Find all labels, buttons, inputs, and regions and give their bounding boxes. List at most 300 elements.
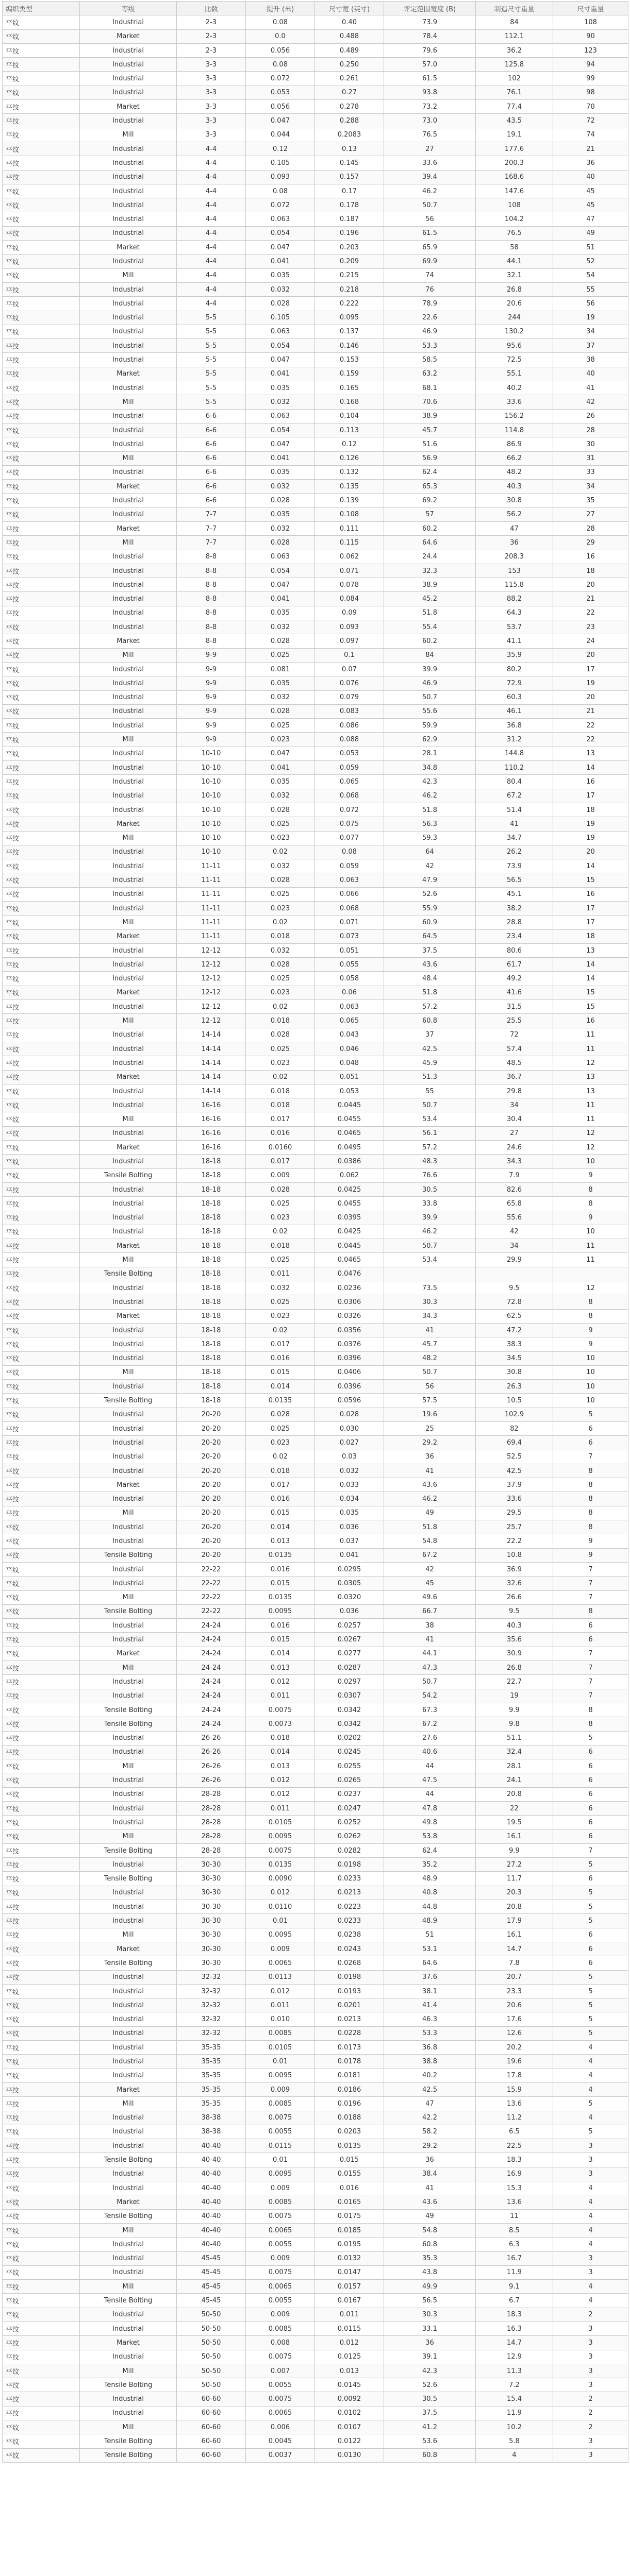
table-cell: 0.0185 — [315, 2223, 384, 2237]
table-cell: 平纹 — [3, 1689, 80, 1703]
table-row — [3, 1773, 628, 1787]
table-cell: 0.0122 — [315, 2434, 384, 2448]
table-cell: Industrial — [80, 1562, 177, 1576]
table-cell: 平纹 — [3, 775, 80, 789]
table-cell: 4-4 — [177, 226, 246, 240]
table-cell: 16.3 — [476, 2321, 553, 2335]
table-cell: 0.0055 — [246, 2294, 315, 2308]
table-cell: 0.025 — [246, 887, 315, 901]
table-cell: 26.6 — [476, 1590, 553, 1604]
table-cell: 38 — [384, 1619, 476, 1633]
table-cell: 0.06 — [315, 986, 384, 999]
table-cell: 10 — [553, 1155, 628, 1168]
table-cell: 9 — [553, 1337, 628, 1351]
table-cell: 0.0075 — [246, 2350, 315, 2364]
table-cell: Industrial — [80, 1731, 177, 1745]
table-cell: Tensile Bolting — [80, 2294, 177, 2308]
table-cell: 30-30 — [177, 1914, 246, 1928]
table-cell: 108 — [476, 198, 553, 212]
table-cell: 平纹 — [3, 1028, 80, 1042]
table-cell: Industrial — [80, 2350, 177, 2364]
table-cell: 20-20 — [177, 1421, 246, 1435]
table-row — [3, 395, 628, 409]
table-cell: 10-10 — [177, 789, 246, 803]
table-cell: 53.4 — [384, 1253, 476, 1267]
table-cell: 44 — [384, 1787, 476, 1801]
table-row — [3, 2265, 628, 2279]
table-cell: 0.108 — [315, 507, 384, 521]
table-cell: 27 — [553, 507, 628, 521]
table-cell: 10-10 — [177, 747, 246, 760]
table-cell: Industrial — [80, 1619, 177, 1633]
table-cell: 平纹 — [3, 114, 80, 128]
table-cell: 0.0105 — [246, 1816, 315, 1829]
table-cell: 0.023 — [246, 733, 315, 747]
table-cell: Industrial — [80, 747, 177, 760]
table-cell: 24.1 — [476, 1773, 553, 1787]
table-cell: 38.2 — [476, 902, 553, 916]
table-cell: 28-28 — [177, 1829, 246, 1843]
table-cell: 79.6 — [384, 43, 476, 57]
table-cell: 0.0135 — [315, 2139, 384, 2153]
table-cell: 16.7 — [476, 2251, 553, 2265]
table-cell: 0.01 — [246, 2153, 315, 2167]
table-cell: 平纹 — [3, 2448, 80, 2462]
table-cell: 55 — [384, 1084, 476, 1098]
table-cell: 0.02 — [246, 845, 315, 859]
table-cell: 9 — [553, 1211, 628, 1225]
table-cell: 0.0125 — [315, 2350, 384, 2364]
table-cell: 34.3 — [384, 1309, 476, 1323]
table-cell: 0.014 — [246, 1647, 315, 1660]
table-cell: 0.073 — [315, 929, 384, 943]
table-cell: Industrial — [80, 170, 177, 184]
table-cell: 0.028 — [246, 1028, 315, 1042]
table-cell: 5 — [553, 1914, 628, 1928]
table-cell: 29.5 — [476, 1506, 553, 1520]
table-cell: 0.0282 — [315, 1843, 384, 1857]
table-cell: 0.250 — [315, 58, 384, 72]
table-cell: 36 — [384, 2336, 476, 2350]
table-row — [3, 986, 628, 999]
table-cell: 12-12 — [177, 1014, 246, 1028]
table-cell: 66.7 — [384, 1604, 476, 1618]
table-cell: 11.3 — [476, 2364, 553, 2378]
table-cell: 19.6 — [476, 2055, 553, 2069]
table-cell: 5-5 — [177, 367, 246, 381]
table-cell: Market — [80, 521, 177, 535]
table-row — [3, 1886, 628, 1900]
table-cell: 平纹 — [3, 2082, 80, 2096]
table-cell: 57 — [384, 507, 476, 521]
table-row — [3, 128, 628, 142]
table-cell: 20-20 — [177, 1408, 246, 1421]
table-cell: 平纹 — [3, 86, 80, 99]
table-cell: 32.3 — [384, 564, 476, 578]
table-cell: 14-14 — [177, 1042, 246, 1056]
table-cell: 8-8 — [177, 620, 246, 634]
table-cell: 0.0075 — [246, 2392, 315, 2406]
table-row — [3, 1520, 628, 1534]
table-cell: 0.015 — [246, 1365, 315, 1379]
table-cell: 0.02 — [246, 1450, 315, 1464]
table-cell: 0.032 — [246, 282, 315, 296]
table-cell: 0.066 — [315, 887, 384, 901]
table-cell: 0.009 — [246, 1942, 315, 1956]
table-cell: 0.017 — [246, 1155, 315, 1168]
table-cell: 平纹 — [3, 845, 80, 859]
table-cell: Industrial — [80, 2012, 177, 2026]
table-cell: Industrial — [80, 676, 177, 690]
table-cell: 41 — [476, 817, 553, 831]
table-cell: Tensile Bolting — [80, 1843, 177, 1857]
table-cell: 59.9 — [384, 719, 476, 733]
table-cell: 12-12 — [177, 1000, 246, 1014]
table-cell: 0.065 — [315, 1014, 384, 1028]
table-cell: 0.0213 — [315, 2012, 384, 2026]
table-cell: 4-4 — [177, 268, 246, 282]
table-cell: 20 — [553, 578, 628, 592]
table-cell: 0.0065 — [246, 2280, 315, 2294]
table-cell: 8 — [553, 1295, 628, 1309]
table-cell: 0.0095 — [246, 1928, 315, 1942]
table-cell: 31.5 — [476, 1000, 553, 1014]
table-cell: Industrial — [80, 606, 177, 620]
table-cell: 0.051 — [315, 1070, 384, 1084]
table-cell: 19 — [553, 676, 628, 690]
table-cell: 11.7 — [476, 1872, 553, 1886]
table-cell: Tensile Bolting — [80, 2209, 177, 2223]
table-row — [3, 114, 628, 128]
table-cell: 3 — [553, 2251, 628, 2265]
table-cell: 7-7 — [177, 507, 246, 521]
table-cell: 18-18 — [177, 1295, 246, 1309]
table-cell: 18-18 — [177, 1225, 246, 1239]
table-cell: Tensile Bolting — [80, 1394, 177, 1408]
table-cell: 0.0186 — [315, 2082, 384, 2096]
table-cell: 40.2 — [476, 381, 553, 395]
table-cell: 52 — [553, 255, 628, 268]
table-cell: Industrial — [80, 775, 177, 789]
table-cell: 平纹 — [3, 465, 80, 479]
table-cell: 0.032 — [246, 521, 315, 535]
table-cell: 平纹 — [3, 15, 80, 29]
table-cell: 0.041 — [315, 1548, 384, 1562]
table-cell: 平纹 — [3, 2055, 80, 2069]
table-cell: 53.3 — [384, 339, 476, 353]
table-row — [3, 43, 628, 57]
table-cell: 35.3 — [384, 2251, 476, 2265]
table-cell: 0.037 — [315, 1534, 384, 1548]
table-cell: 13.6 — [476, 2097, 553, 2111]
table-row — [3, 1182, 628, 1196]
table-cell: 0.063 — [246, 212, 315, 226]
table-cell: 0.0305 — [315, 1577, 384, 1590]
table-row — [3, 2238, 628, 2251]
table-cell: 0.0356 — [315, 1323, 384, 1337]
table-cell: 0.08 — [246, 184, 315, 198]
table-cell: 19 — [476, 1689, 553, 1703]
table-cell: 53.1 — [384, 1942, 476, 1956]
table-cell: 49 — [384, 2209, 476, 2223]
table-cell: 10-10 — [177, 817, 246, 831]
table-cell: 52.5 — [476, 1450, 553, 1464]
table-cell: 20.8 — [476, 1900, 553, 1914]
table-row — [3, 451, 628, 465]
table-cell: 0.0095 — [246, 1604, 315, 1618]
table-row — [3, 747, 628, 760]
table-cell: 平纹 — [3, 395, 80, 409]
table-cell: 208.3 — [476, 550, 553, 564]
table-cell: 平纹 — [3, 831, 80, 845]
table-cell: 0.054 — [246, 564, 315, 578]
table-cell: 44.1 — [384, 1647, 476, 1660]
table-cell: 48.9 — [384, 1872, 476, 1886]
table-cell: 0.028 — [246, 536, 315, 550]
table-cell: 16-16 — [177, 1126, 246, 1140]
table-cell: 15 — [553, 873, 628, 887]
table-cell: 8 — [553, 1506, 628, 1520]
table-cell: 0.011 — [315, 2308, 384, 2321]
table-row — [3, 212, 628, 226]
table-cell: 0.0085 — [246, 2195, 315, 2209]
table-cell: 37 — [384, 1028, 476, 1042]
table-cell: 70 — [553, 100, 628, 114]
table-cell: 平纹 — [3, 1421, 80, 1435]
table-cell: 84 — [384, 648, 476, 662]
table-cell: 39.9 — [384, 662, 476, 676]
table-cell: Mill — [80, 268, 177, 282]
table-cell: 平纹 — [3, 1014, 80, 1028]
table-cell: 0.104 — [315, 409, 384, 423]
table-cell: 35.2 — [384, 1858, 476, 1872]
table-cell: 0.023 — [246, 1309, 315, 1323]
table-cell: 0.010 — [246, 2012, 315, 2026]
table-cell: 10-10 — [177, 845, 246, 859]
table-cell: 0.0396 — [315, 1351, 384, 1365]
table-cell: 0.0396 — [315, 1380, 384, 1394]
column-header: 比数 — [177, 2, 246, 15]
table-cell: 18 — [553, 564, 628, 578]
table-row — [3, 2195, 628, 2209]
table-cell: 50-50 — [177, 2350, 246, 2364]
table-cell: 35-35 — [177, 2041, 246, 2055]
table-cell: 20.7 — [476, 1970, 553, 1984]
table-cell: 平纹 — [3, 1928, 80, 1942]
table-cell: 平纹 — [3, 676, 80, 690]
table-cell: 61.7 — [476, 958, 553, 972]
table-cell: 33.6 — [384, 156, 476, 170]
table-cell: 0.047 — [246, 578, 315, 592]
table-cell: 5 — [553, 2012, 628, 2026]
table-cell: 38.9 — [384, 409, 476, 423]
table-cell: 32-32 — [177, 1998, 246, 2012]
table-cell: 平纹 — [3, 761, 80, 775]
table-cell: 8-8 — [177, 578, 246, 592]
table-cell: 0.027 — [315, 1436, 384, 1450]
table-cell: 24-24 — [177, 1647, 246, 1660]
table-cell: 0.0257 — [315, 1619, 384, 1633]
table-cell: 平纹 — [3, 887, 80, 901]
table-cell: 平纹 — [3, 1703, 80, 1717]
table-cell: Industrial — [80, 1900, 177, 1914]
table-row — [3, 1141, 628, 1155]
table-cell: 0.016 — [246, 1351, 315, 1365]
table-cell: Market — [80, 929, 177, 943]
table-cell: 18-18 — [177, 1337, 246, 1351]
table-cell: 9-9 — [177, 676, 246, 690]
table-cell: 0.1 — [315, 648, 384, 662]
table-cell: 7.2 — [476, 2378, 553, 2392]
table-cell: 40.8 — [384, 1886, 476, 1900]
table-cell: 11-11 — [177, 929, 246, 943]
table-cell: 0.02 — [246, 916, 315, 929]
table-cell: 9 — [553, 1323, 628, 1337]
table-cell: 0.203 — [315, 241, 384, 255]
table-cell: Industrial — [80, 2026, 177, 2040]
table-cell: 20-20 — [177, 1464, 246, 1478]
table-cell: 平纹 — [3, 1647, 80, 1660]
table-cell: 4-4 — [177, 198, 246, 212]
table-row — [3, 1028, 628, 1042]
table-cell: Industrial — [80, 1858, 177, 1872]
table-cell: 0.0455 — [315, 1112, 384, 1126]
table-cell: 9.5 — [476, 1281, 553, 1295]
table-cell: 28-28 — [177, 1802, 246, 1816]
table-cell: 8.5 — [476, 2223, 553, 2237]
table-cell: 0.072 — [246, 198, 315, 212]
table-cell: 0.0342 — [315, 1703, 384, 1717]
table-cell: 28-28 — [177, 1787, 246, 1801]
table-cell: 0.0395 — [315, 1211, 384, 1225]
table-cell: 平纹 — [3, 1816, 80, 1829]
table-cell: 16 — [553, 550, 628, 564]
table-cell: 45.7 — [384, 423, 476, 437]
table-cell: 50.7 — [384, 1239, 476, 1253]
table-cell: 0.086 — [315, 719, 384, 733]
table-cell: 0.025 — [246, 1253, 315, 1267]
table-cell: 20.2 — [476, 2041, 553, 2055]
table-cell: 2-3 — [177, 43, 246, 57]
table-cell: Industrial — [80, 1773, 177, 1787]
table-row — [3, 1492, 628, 1506]
table-cell: 51.8 — [384, 606, 476, 620]
table-cell: Industrial — [80, 1351, 177, 1365]
table-row — [3, 1548, 628, 1562]
table-cell: 56.3 — [384, 817, 476, 831]
table-cell: 6 — [553, 1745, 628, 1759]
table-cell: 20.3 — [476, 1886, 553, 1900]
table-cell: 0.0297 — [315, 1675, 384, 1689]
table-cell: 50.7 — [384, 690, 476, 704]
table-cell: 36.8 — [384, 2041, 476, 2055]
table-cell: 4 — [553, 2041, 628, 2055]
table-cell: 40 — [553, 367, 628, 381]
table-row — [3, 1928, 628, 1942]
table-row — [3, 1900, 628, 1914]
table-cell: 0.0445 — [315, 1239, 384, 1253]
table-cell: 平纹 — [3, 803, 80, 817]
table-cell: Tensile Bolting — [80, 1548, 177, 1562]
table-cell: 0.062 — [315, 550, 384, 564]
table-cell: 17.9 — [476, 1914, 553, 1928]
table-cell: 4 — [553, 2181, 628, 2195]
table-cell: 平纹 — [3, 2406, 80, 2420]
table-row — [3, 1309, 628, 1323]
table-cell: 平纹 — [3, 690, 80, 704]
table-cell: 0.0095 — [246, 2167, 315, 2181]
table-cell: 0.032 — [246, 690, 315, 704]
table-cell: 62.9 — [384, 733, 476, 747]
table-cell: 60.2 — [384, 634, 476, 648]
table-cell: Industrial — [80, 550, 177, 564]
table-cell: 29 — [553, 536, 628, 550]
table-cell: Industrial — [80, 1534, 177, 1548]
table-cell: 69.4 — [476, 1436, 553, 1450]
table-cell: 18-18 — [177, 1211, 246, 1225]
table-cell: 0.489 — [315, 43, 384, 57]
table-cell: 平纹 — [3, 339, 80, 353]
table-cell: Industrial — [80, 2251, 177, 2265]
table-cell: 30 — [553, 437, 628, 451]
table-cell: 0.196 — [315, 226, 384, 240]
table-row — [3, 423, 628, 437]
table-cell: 0.137 — [315, 325, 384, 338]
table-cell: 32.6 — [476, 1577, 553, 1590]
table-cell: 6 — [553, 1619, 628, 1633]
table-cell: 平纹 — [3, 1168, 80, 1182]
table-cell: Mill — [80, 648, 177, 662]
table-cell: 平纹 — [3, 1408, 80, 1421]
table-cell: 6 — [553, 1773, 628, 1787]
table-cell: Industrial — [80, 1225, 177, 1239]
table-cell: 67.2 — [476, 789, 553, 803]
table-row — [3, 1098, 628, 1112]
table-cell: Industrial — [80, 2265, 177, 2279]
table-cell: 63.2 — [384, 367, 476, 381]
table-row — [3, 1787, 628, 1801]
table-row — [3, 58, 628, 72]
table-cell: 0.071 — [315, 916, 384, 929]
table-cell: 0.025 — [246, 972, 315, 986]
table-cell: 0.035 — [246, 268, 315, 282]
table-cell: Mill — [80, 1661, 177, 1675]
table-cell: 平纹 — [3, 1802, 80, 1816]
table-row — [3, 803, 628, 817]
table-cell: 0.023 — [246, 1436, 315, 1450]
table-cell: 平纹 — [3, 662, 80, 676]
table-cell: 0.139 — [315, 494, 384, 507]
table-cell: 40-40 — [177, 2209, 246, 2223]
table-cell: 30.5 — [384, 2392, 476, 2406]
table-cell: 40.6 — [384, 1745, 476, 1759]
table-cell: 0.0105 — [246, 2041, 315, 2055]
table-cell: 0.015 — [315, 2153, 384, 2167]
table-cell: 30.3 — [384, 2308, 476, 2321]
table-cell: 平纹 — [3, 142, 80, 156]
table-cell: 6-6 — [177, 480, 246, 494]
table-cell: Industrial — [80, 943, 177, 957]
table-cell: 0.013 — [246, 1759, 315, 1773]
table-cell: 41.1 — [476, 634, 553, 648]
table-cell: 3-3 — [177, 114, 246, 128]
table-cell: 0.016 — [315, 2181, 384, 2195]
table-row — [3, 1168, 628, 1182]
table-cell: 4 — [553, 2111, 628, 2125]
table-cell: 0.032 — [246, 620, 315, 634]
table-cell: 48.4 — [384, 972, 476, 986]
table-cell: 0.035 — [246, 465, 315, 479]
